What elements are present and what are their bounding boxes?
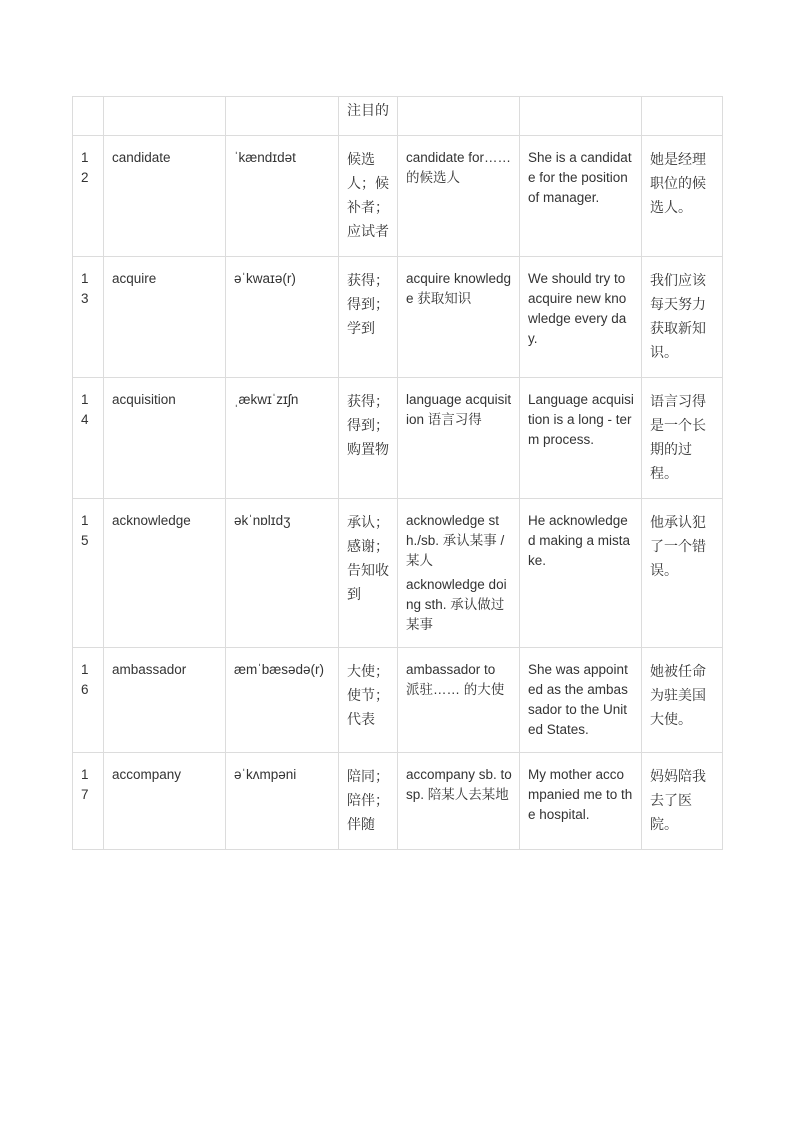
cell-translation: 妈妈陪我去了医院。: [642, 753, 723, 850]
cell-phonetic: [226, 97, 339, 136]
table-row: [73, 648, 723, 753]
cell-phonetic: əˈkwaɪə(r): [226, 257, 339, 378]
cell-example: My mother accompanied me to the hospital.: [520, 753, 642, 850]
cell-meaning: 获得；得到；购置物: [339, 378, 398, 499]
cell-example: [520, 97, 642, 136]
table-row-continuation: [73, 97, 723, 136]
cell-meaning: 注目的: [339, 97, 398, 136]
cell-phonetic: ˈkændɪdət: [226, 136, 339, 257]
cell-example: He acknowledged making a mistake.: [520, 499, 642, 648]
cell-phrases: [398, 753, 520, 850]
cell-translation: 他承认犯了一个错误。: [642, 499, 723, 648]
cell-number: 12: [73, 136, 104, 257]
cell-phrases: [398, 97, 520, 136]
cell-example: Language acquisition is a long - term process.: [520, 378, 642, 499]
cell-phonetic: ˌækwɪˈzɪʃn: [226, 378, 339, 499]
cell-meaning: 承认；感谢；告知收到: [339, 499, 398, 648]
cell-phrases: [398, 257, 520, 378]
cell-phrases: [398, 648, 520, 753]
table-row: [73, 378, 723, 499]
cell-number: [73, 97, 104, 136]
phrase-line: acknowledge doing sth. 承认做过某事: [406, 577, 507, 632]
cell-translation: 语言习得是一个长期的过程。: [642, 378, 723, 499]
cell-word: [104, 97, 226, 136]
cell-word: acquire: [104, 257, 226, 378]
table-row: [73, 499, 723, 648]
cell-meaning: 陪同；陪伴；伴随: [339, 753, 398, 850]
cell-translation: 她是经理职位的候选人。: [642, 136, 723, 257]
cell-word: candidate: [104, 136, 226, 257]
cell-example: She was appointed as the ambassador to the United States.: [520, 648, 642, 753]
cell-phonetic: əkˈnɒlɪdʒ: [226, 499, 339, 648]
cell-translation: 我们应该每天努力获取新知识。: [642, 257, 723, 378]
cell-translation: 她被任命为驻美国大使。: [642, 648, 723, 753]
cell-phrases: [398, 378, 520, 499]
cell-number: 13: [73, 257, 104, 378]
phrase-line: acquire knowledge 获取知识: [406, 271, 512, 306]
cell-example: We should try to acquire new knowledge every day.: [520, 257, 642, 378]
cell-phrases: [398, 499, 520, 648]
cell-number: 15: [73, 499, 104, 648]
phrase-line: candidate for…… 的候选人: [406, 150, 512, 185]
vocabulary-table-body: [73, 97, 723, 850]
cell-word: acknowledge: [104, 499, 226, 648]
phrase-line: accompany sb. to sp. 陪某人去某地: [406, 767, 512, 802]
cell-word: accompany: [104, 753, 226, 850]
cell-phonetic: əˈkʌmpəni: [226, 753, 339, 850]
cell-word: ambassador: [104, 648, 226, 753]
cell-meaning: 获得；得到；学到: [339, 257, 398, 378]
vocabulary-table: [72, 96, 723, 850]
table-row: [73, 136, 723, 257]
cell-number: 16: [73, 648, 104, 753]
cell-phonetic: æmˈbæsədə(r): [226, 648, 339, 753]
phrase-line: acknowledge sth./sb. 承认某事 / 某人: [406, 513, 505, 568]
table-row: [73, 753, 723, 850]
cell-meaning: 候选人；候补者；应试者: [339, 136, 398, 257]
cell-meaning: 大使；使节；代表: [339, 648, 398, 753]
cell-number: 14: [73, 378, 104, 499]
cell-phrases: [398, 136, 520, 257]
cell-word: acquisition: [104, 378, 226, 499]
table-row: [73, 257, 723, 378]
cell-number: 17: [73, 753, 104, 850]
cell-translation: [642, 97, 723, 136]
phrase-line: ambassador to 派驻…… 的大使: [406, 662, 505, 697]
phrase-line: language acquisition 语言习得: [406, 392, 512, 427]
cell-example: She is a candidate for the position of manager.: [520, 136, 642, 257]
